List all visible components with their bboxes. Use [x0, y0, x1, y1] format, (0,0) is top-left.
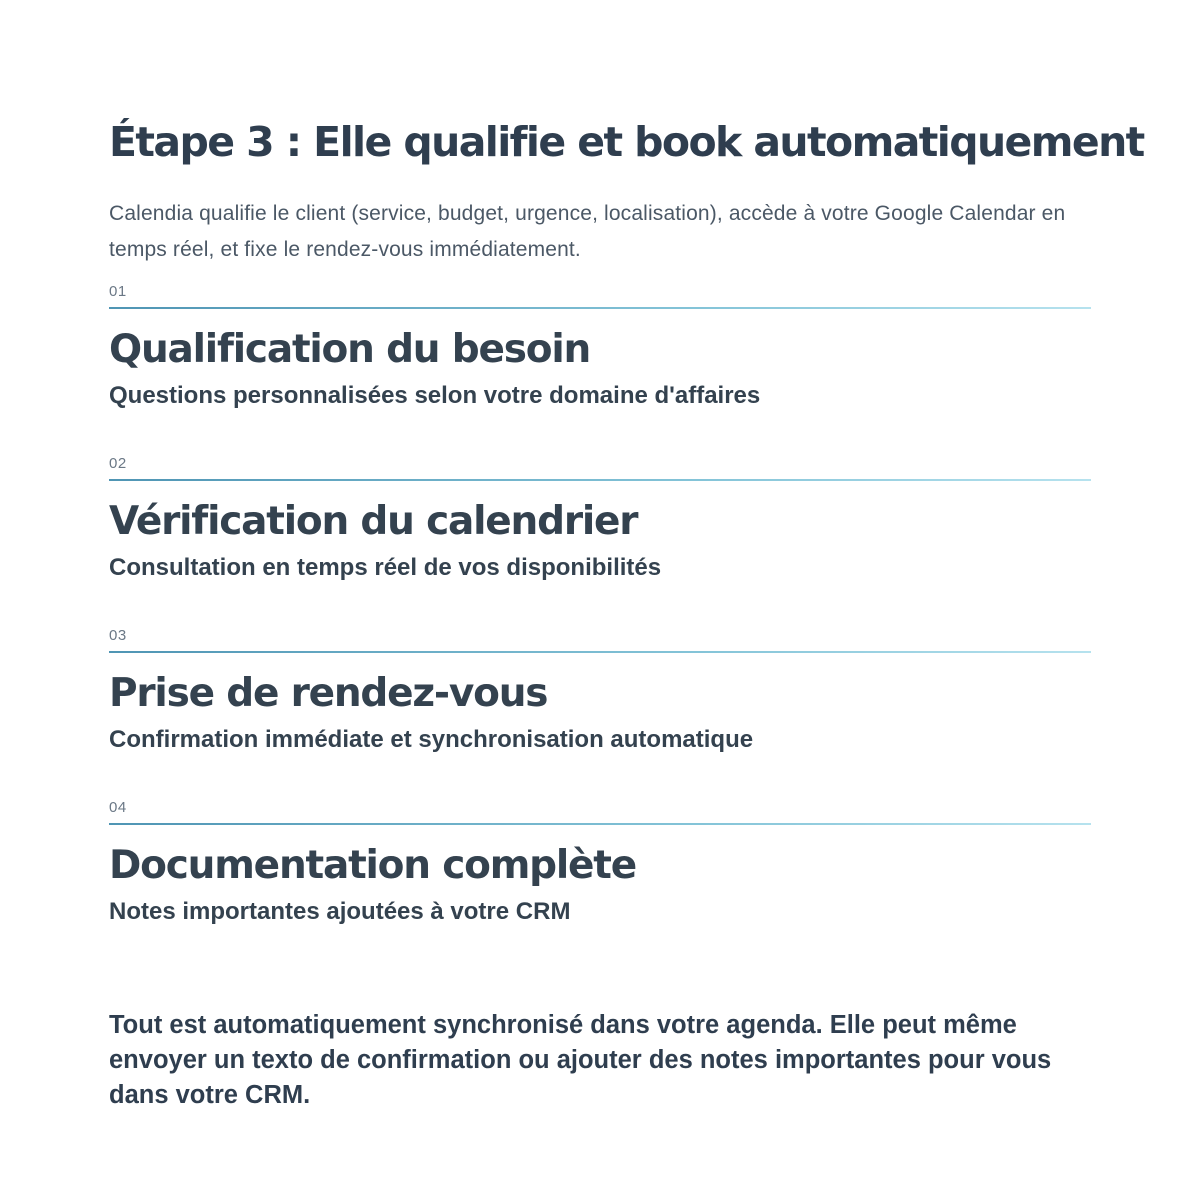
step-number: 01: [109, 283, 127, 300]
step-number: 04: [109, 799, 127, 816]
step-description: Notes importantes ajoutées à votre CRM: [109, 898, 571, 925]
step-item: [109, 626, 1092, 798]
step-description: Confirmation immédiate et synchronisation automatique: [109, 726, 754, 753]
step-number: 03: [109, 627, 127, 644]
step-title: Documentation complète: [109, 843, 636, 888]
intro-paragraph: Calendia qualifie le client (service, budget, urgence, localisation), accède à votre Google Calendar en temps réel, et fixe le rendez-vous immédiatement.: [109, 202, 1066, 261]
step-description: Consultation en temps réel de vos disponibilités: [109, 554, 662, 581]
step-divider: [109, 651, 1091, 653]
step-item: [109, 454, 1092, 626]
step-title: Prise de rendez-vous: [109, 671, 548, 716]
step-item: [109, 282, 1092, 454]
step-divider: [109, 479, 1091, 481]
step-item: [109, 798, 1092, 970]
steps-list: [109, 282, 1092, 970]
page-title: Étape 3 : Elle qualifie et book automatiquement: [109, 118, 1144, 166]
closing-paragraph: Tout est automatiquement synchronisé dans votre agenda. Elle peut même envoyer un texto de confirmation ou ajouter des notes importantes pour vous dans votre CRM.: [109, 1011, 1052, 1109]
step-number: 02: [109, 455, 127, 472]
step-divider: [109, 307, 1091, 309]
step-title: Vérification du calendrier: [109, 499, 638, 544]
step-divider: [109, 823, 1091, 825]
step-title: Qualification du besoin: [109, 327, 591, 372]
step-description: Questions personnalisées selon votre domaine d'affaires: [109, 382, 761, 409]
